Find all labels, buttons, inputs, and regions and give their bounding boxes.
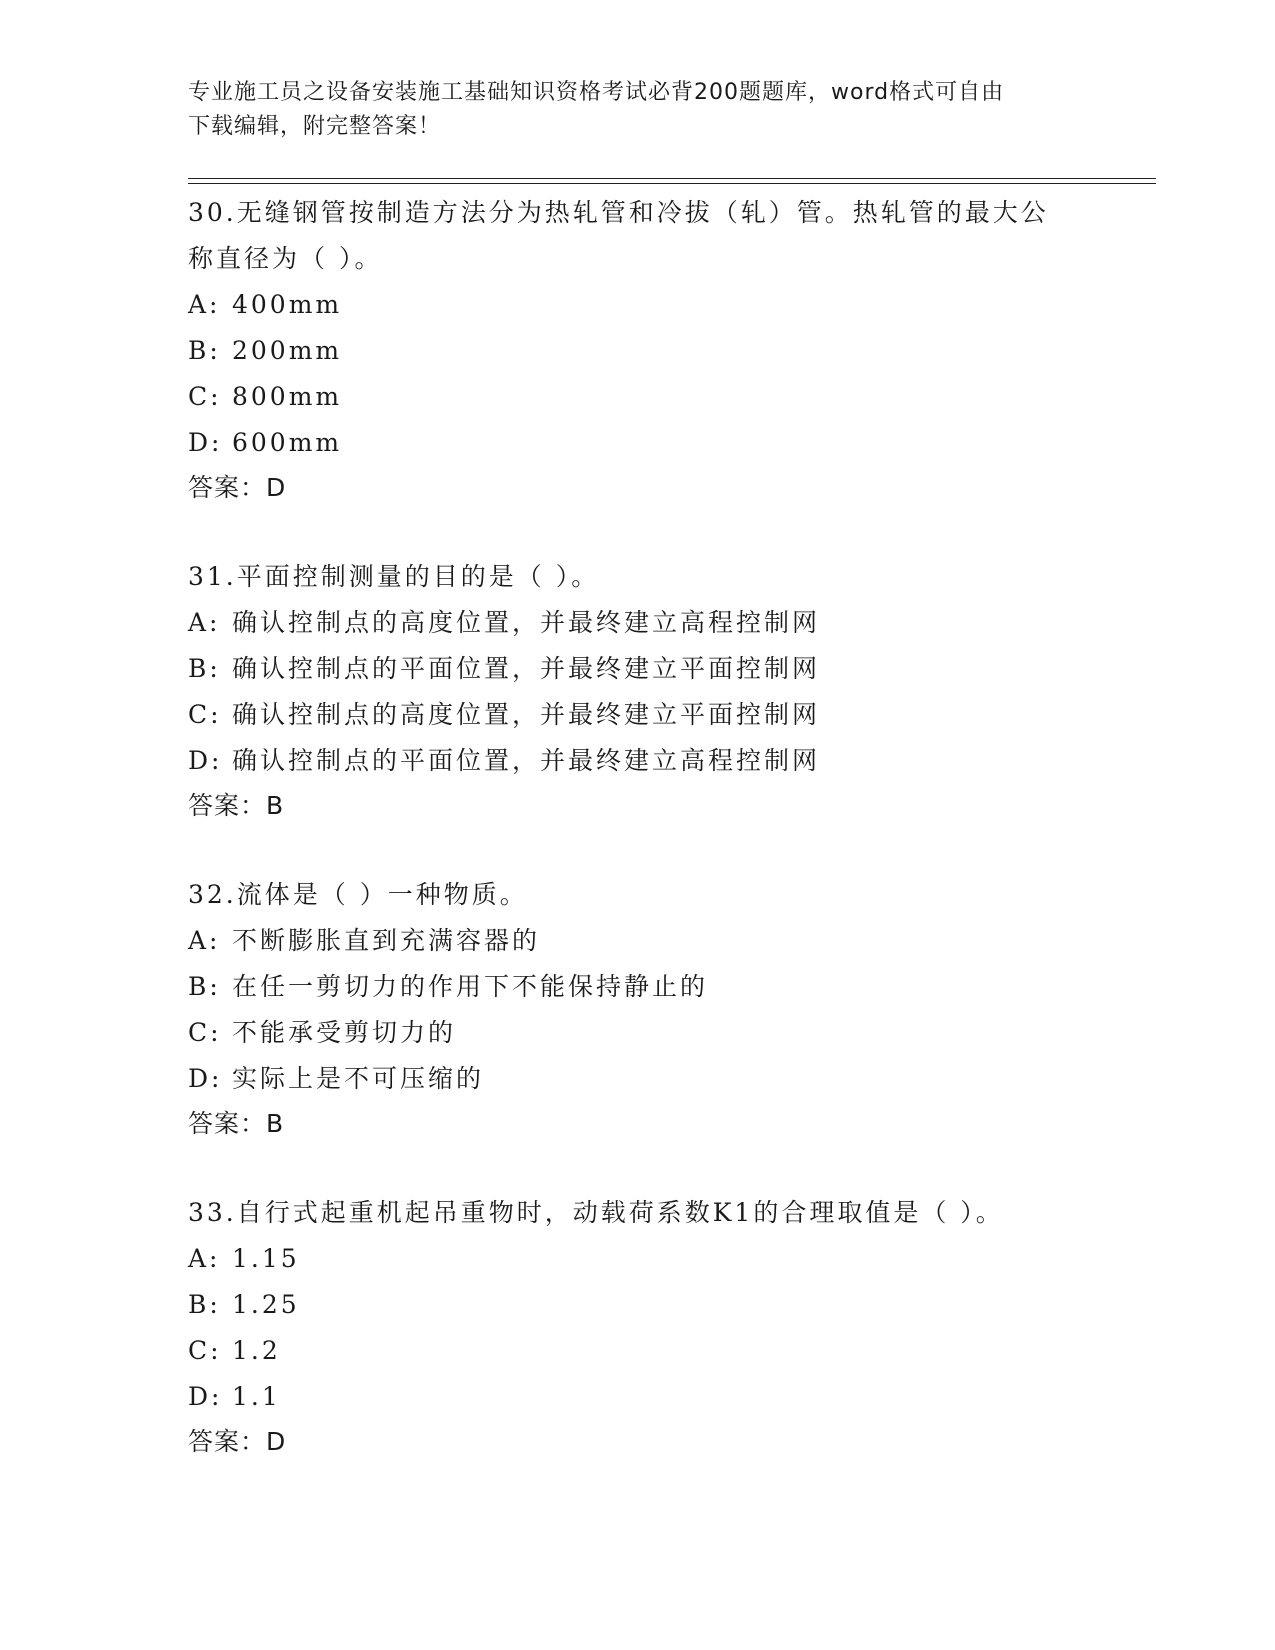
option-key: D: bbox=[188, 1064, 223, 1093]
answer: 答案：D bbox=[188, 473, 287, 502]
option-b bbox=[188, 1282, 1088, 1328]
option-d bbox=[188, 420, 1088, 466]
option-text: 400mm bbox=[232, 290, 343, 319]
question-stem-line-1: 32.流体是（ ）一种物质。 bbox=[188, 880, 528, 909]
question-30 bbox=[188, 190, 1088, 510]
question-stem-line-1: 33.自行式起重机起吊重物时，动载荷系数K1的合理取值是（ ）。 bbox=[188, 1198, 1004, 1227]
document-header bbox=[188, 76, 1088, 144]
answer: 答案：B bbox=[188, 791, 285, 820]
option-text: 1.15 bbox=[232, 1244, 300, 1273]
option-text: 确认控制点的平面位置，并最终建立平面控制网 bbox=[232, 654, 821, 683]
option-text: 1.2 bbox=[232, 1336, 281, 1365]
option-key: C: bbox=[188, 1018, 222, 1047]
option-key: D: bbox=[188, 428, 223, 457]
header-divider-bottom bbox=[188, 183, 1156, 184]
question-stem-line-2: 称直径为（ ）。 bbox=[188, 244, 383, 273]
question-31 bbox=[188, 554, 1088, 828]
answer: 答案：D bbox=[188, 1427, 287, 1456]
option-text: 在任一剪切力的作用下不能保持静止的 bbox=[232, 972, 709, 1001]
header-divider-top bbox=[188, 178, 1156, 179]
option-d bbox=[188, 738, 1088, 784]
option-text: 不能承受剪切力的 bbox=[232, 1018, 457, 1047]
option-key: C: bbox=[188, 1336, 222, 1365]
option-text: 1.1 bbox=[232, 1382, 281, 1411]
question-stem-line-1: 31.平面控制测量的目的是（ ）。 bbox=[188, 562, 600, 591]
question-33 bbox=[188, 1190, 1088, 1464]
option-c bbox=[188, 1328, 1088, 1374]
option-a bbox=[188, 282, 1088, 328]
option-text: 800mm bbox=[232, 382, 343, 411]
option-text: 不断膨胀直到充满容器的 bbox=[232, 926, 541, 955]
answer: 答案：B bbox=[188, 1109, 285, 1138]
option-a bbox=[188, 600, 1088, 646]
option-a bbox=[188, 918, 1088, 964]
question-32 bbox=[188, 872, 1088, 1146]
option-key: A: bbox=[188, 608, 221, 637]
option-c bbox=[188, 692, 1088, 738]
option-key: D: bbox=[188, 1382, 223, 1411]
question-stem-line-1: 30.无缝钢管按制造方法分为热轧管和冷拔（轧）管。热轧管的最大公 bbox=[188, 198, 1049, 227]
option-c bbox=[188, 374, 1088, 420]
option-b bbox=[188, 964, 1088, 1010]
question-list bbox=[188, 190, 1088, 1464]
option-c bbox=[188, 1010, 1088, 1056]
option-a bbox=[188, 1236, 1088, 1282]
header-title-line-2: 下载编辑，附完整答案！ bbox=[188, 114, 442, 139]
option-text: 确认控制点的高度位置，并最终建立高程控制网 bbox=[232, 608, 821, 637]
option-text: 200mm bbox=[232, 336, 343, 365]
header-title-line-1: 专业施工员之设备安装施工基础知识资格考试必背200题题库，word格式可自由 bbox=[188, 80, 1005, 105]
option-key: A: bbox=[188, 926, 221, 955]
option-key: C: bbox=[188, 700, 222, 729]
option-key: B: bbox=[188, 654, 221, 683]
option-key: A: bbox=[188, 290, 221, 319]
option-text: 确认控制点的平面位置，并最终建立高程控制网 bbox=[232, 746, 821, 775]
option-text: 600mm bbox=[232, 428, 343, 457]
option-key: B: bbox=[188, 972, 221, 1001]
option-d bbox=[188, 1374, 1088, 1420]
option-key: B: bbox=[188, 336, 221, 365]
option-key: A: bbox=[188, 1244, 221, 1273]
option-key: B: bbox=[188, 1290, 221, 1319]
option-key: D: bbox=[188, 746, 223, 775]
option-d bbox=[188, 1056, 1088, 1102]
option-text: 实际上是不可压缩的 bbox=[232, 1064, 485, 1093]
option-text: 1.25 bbox=[232, 1290, 300, 1319]
option-key: C: bbox=[188, 382, 222, 411]
option-b bbox=[188, 646, 1088, 692]
option-text: 确认控制点的高度位置，并最终建立平面控制网 bbox=[232, 700, 821, 729]
option-b bbox=[188, 328, 1088, 374]
